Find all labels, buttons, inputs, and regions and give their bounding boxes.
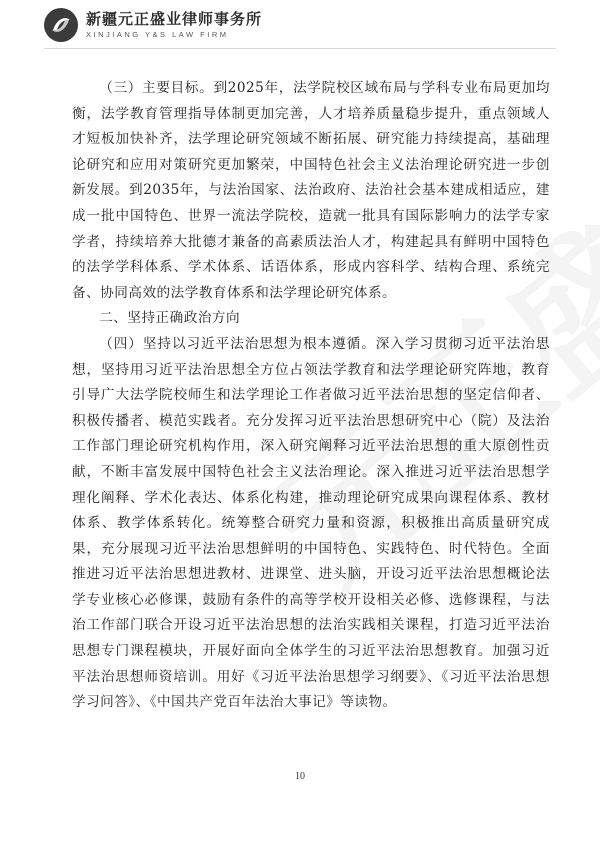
firm-name-en: XINJIANG Y&S LAW FIRM xyxy=(86,29,229,39)
paragraph-main-goals: （三）主要目标。到2025年，法学院校区域布局与学科专业布局更加均衡，法学教育管理指导体制更加完善，人才培养质量稳步提升，重点领域人才短板加快补齐，法学理论研究领域不断拓展、研究能力持续提高，基础理论研究和应用对策研究更加繁荣，中国特色社会主义法治理论研究进一步创新发展。到2035年，与法治国家、法治政府、法治社会基本建成相适应，建成一批中国特色、世界一流法学院校，造就一批具有国际影响力的法学专家学者，持续培养大批德才兼备的高素质法治人才，构建起具有鲜明中国特色的法学学科体系、学术体系、话语体系，形成内容科学、结构合理、系统完备、协同高效的法学教育体系和法学理论研究体系。 xyxy=(72,80,550,301)
header-divider xyxy=(44,48,556,49)
firm-logo-icon xyxy=(44,8,78,42)
page-number: 10 xyxy=(295,771,305,782)
letterhead xyxy=(44,8,262,42)
firm-name xyxy=(86,9,263,39)
paragraph-guiding-thought: （四）坚持以习近平法治思想为根本遵循。深入学习贯彻习近平法治思想，坚持用习近平法治思想全方位占领法学教育和法学理论研究阵地，教育引导广大法学院校师生和法学理论工作者做习近平法治思想的坚定信仰者、积极传播者、模范实践者。充分发挥习近平法治思想研究中心（院）及法治工作部门理论研究机构作用，深入研究阐释习近平法治思想的重大原创性贡献，不断丰富发展中国特色社会主义法治理论。深入推进习近平法治思想学理化阐释、学术化表达、体系化构建，推动理论研究成果向课程体系、教材体系、教学体系转化。统筹整合研究力量和资源，积极推出高质量研究成果，充分展现习近平法治思想鲜明的中国特色、实践特色、时代特色。全面推进习近平法治思想进教材、进课堂、进头脑，开设习近平法治思想概论法学专业核心必修课，鼓励有条件的高等学校开设相关必修、选修课程，与法治工作部门联合开设习近平法治思想的法治实践相关课程，打造习近平法治思想专门课程模块，开展好面向全体学生的习近平法治思想教育。加强习近平法治思想师资培训。用好《习近平法治思想学习纲要》、《习近平法治思想学习问答》、《中国共产党百年法治大事记》等读物。 xyxy=(72,335,550,711)
firm-name-cn: 新疆元正盛业律师事务所 xyxy=(86,9,263,28)
document-body xyxy=(72,76,550,716)
section-heading: 二、坚持正确政治方向 xyxy=(99,310,241,327)
